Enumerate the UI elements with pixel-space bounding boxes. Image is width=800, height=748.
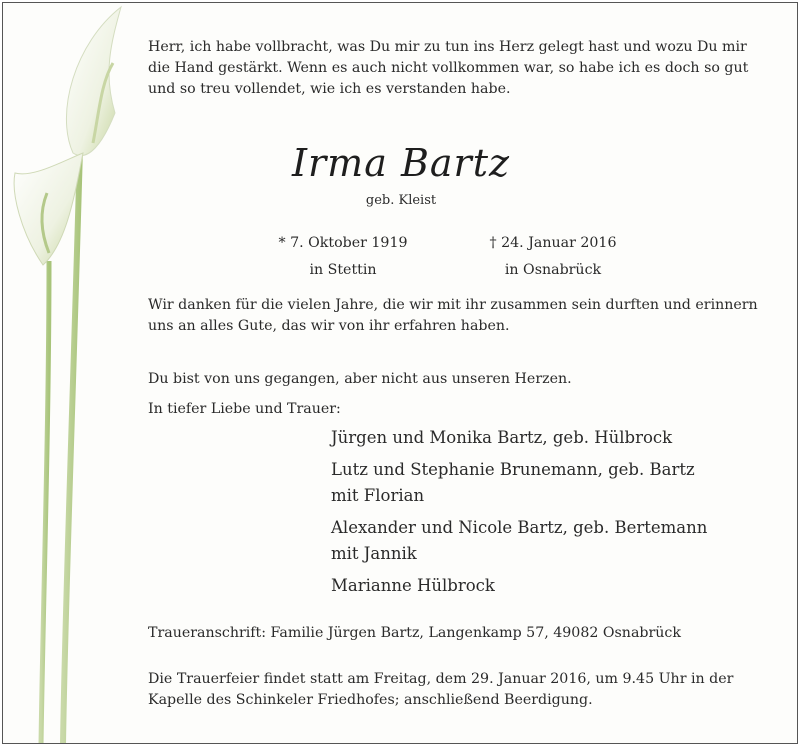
family-member-child: mit Jannik (331, 544, 417, 563)
death-place: in Osnabrück (504, 262, 602, 278)
birth-block (253, 230, 433, 284)
quote-text (148, 37, 783, 100)
death-date: † 24. Januar 2016 (489, 235, 617, 251)
thanks-line: uns an alles Gute, das wir von ihr erfahren haben. (148, 318, 510, 334)
born-name: geb. Kleist (365, 193, 437, 208)
family-list (331, 425, 707, 599)
family-member-child: mit Florian (331, 486, 425, 505)
love-text: In tiefer Liebe und Trauer: (148, 401, 341, 417)
obituary-card (2, 2, 798, 744)
family-member: Marianne Hülbrock (331, 576, 495, 595)
family-member: Alexander und Nicole Bartz, geb. Bertemann (331, 518, 708, 537)
quote-line: und so treu vollendet, wie ich es verstanden habe. (148, 81, 511, 97)
gone-text: Du bist von uns gegangen, aber nicht aus unseren Herzen. (148, 371, 572, 387)
quote-line: die Hand gestärkt. Wenn es auch nicht vollkommen war, so habe ich es doch so gut (148, 60, 749, 76)
deceased-name: Irma Bartz (292, 141, 510, 185)
thanks-line: Wir danken für die vielen Jahre, die wir mit ihr zusammen sein durften und erinnern (148, 297, 758, 313)
birth-place: in Stettin (309, 262, 377, 278)
family-member: Lutz und Stephanie Brunemann, geb. Bartz (331, 460, 695, 479)
thanks-text (148, 295, 783, 337)
family-member: Jürgen und Monika Bartz, geb. Hülbrock (331, 428, 673, 447)
calla-lily-image (3, 3, 153, 744)
quote-line: Herr, ich habe vollbracht, was Du mir zu tun ins Herz gelegt hast und wozu Du mir (148, 39, 747, 55)
funeral-line: Die Trauerfeier findet statt am Freitag, dem 29. Januar 2016, um 9.45 Uhr in der (148, 671, 734, 687)
mourning-address: Traueranschrift: Familie Jürgen Bartz, Langenkamp 57, 49082 Osnabrück (148, 625, 681, 641)
funeral-info (148, 669, 783, 711)
death-block (453, 230, 653, 284)
birth-date: * 7. Oktober 1919 (278, 235, 408, 251)
funeral-line: Kapelle des Schinkeler Friedhofes; anschließend Beerdigung. (148, 692, 593, 708)
